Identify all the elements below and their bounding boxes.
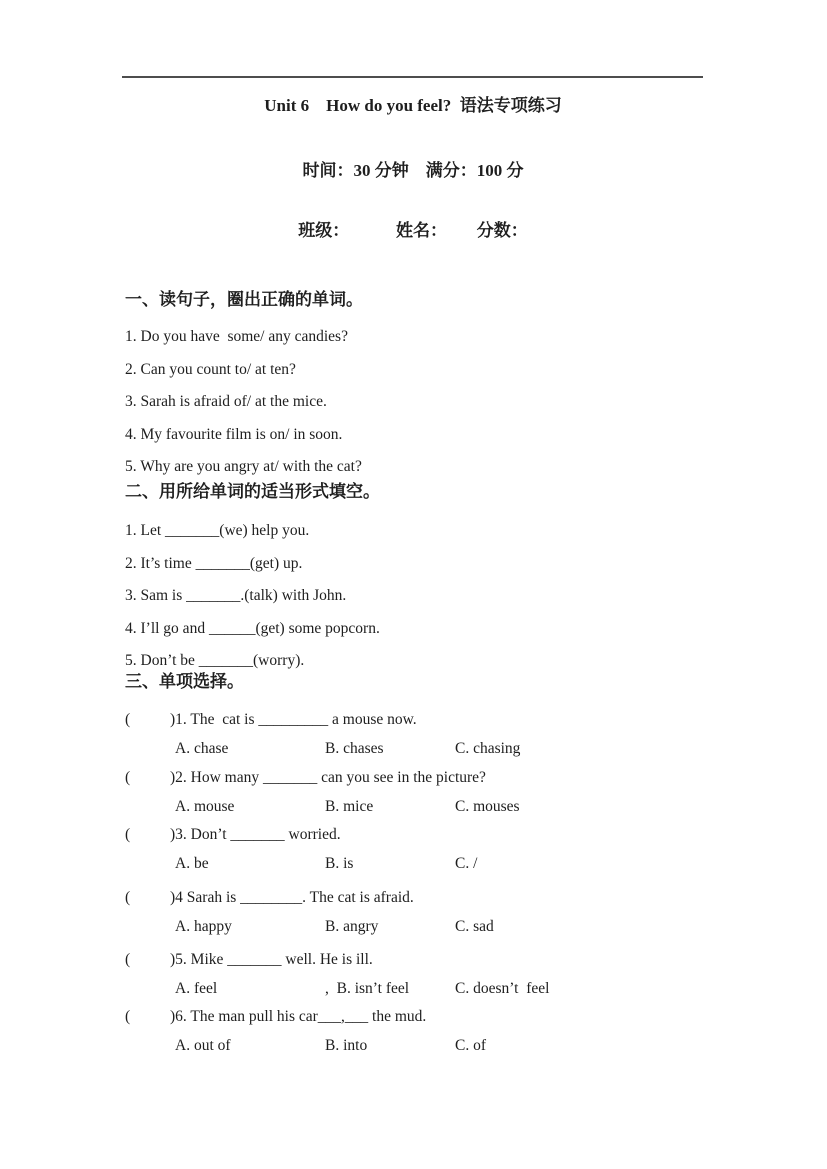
- option-b: B. chases: [325, 740, 384, 757]
- option-c: C. /: [455, 855, 478, 872]
- question-stem: )3. Don’t _______ worried.: [170, 826, 341, 843]
- option-a: A. feel: [175, 980, 218, 997]
- mcq-question: [125, 1007, 705, 1065]
- option-b: B. is: [325, 855, 354, 872]
- option-b: B. into: [325, 1037, 368, 1054]
- worksheet-title: Unit 6 How do you feel? 语法专项练习: [264, 96, 562, 115]
- question-stem: )1. The cat is _________ a mouse now.: [170, 711, 417, 728]
- answer-bracket: (: [125, 889, 131, 906]
- mcq-question: [125, 710, 705, 768]
- option-c: C. chasing: [455, 740, 521, 757]
- option-c: C. sad: [455, 918, 494, 935]
- section2-item: 2. It’s time _______(get) up.: [125, 554, 303, 572]
- option-c: C. of: [455, 1037, 486, 1054]
- option-b: , B. isn’t feel: [325, 980, 410, 997]
- section1-item: 5. Why are you angry at/ with the cat?: [125, 458, 362, 475]
- section1-items: [125, 327, 705, 490]
- option-b: B. mice: [325, 798, 374, 815]
- mcq-question: [125, 888, 705, 946]
- section1-heading: 一、读句子，圈出正确的单词。: [125, 290, 363, 309]
- question-stem: )2. How many _______ can you see in the picture?: [170, 769, 486, 786]
- option-b: B. angry: [325, 918, 379, 935]
- section1-item: 3. Sarah is afraid of/ at the mice.: [125, 393, 327, 410]
- class-name-score-line: 班级： 姓名： 分数：: [298, 221, 528, 240]
- section2-item: 1. Let _______(we) help you.: [125, 522, 310, 539]
- question-stem: )4 Sarah is ________. The cat is afraid.: [170, 889, 414, 906]
- question-stem: )6. The man pull his car___,___ the mud.: [170, 1008, 427, 1025]
- option-a: A. mouse: [175, 798, 235, 815]
- header-rule: [122, 76, 703, 78]
- section3-heading: 三、单项选择。: [125, 672, 244, 691]
- option-a: A. out of: [175, 1037, 231, 1054]
- option-a: A. chase: [175, 740, 229, 757]
- answer-bracket: (: [125, 951, 131, 968]
- answer-bracket: (: [125, 1008, 131, 1025]
- option-a: A. happy: [175, 918, 232, 935]
- mcq-question: [125, 825, 705, 883]
- section2-item: 3. Sam is _______.(talk) with John.: [125, 587, 347, 604]
- answer-bracket: (: [125, 826, 131, 843]
- section2-heading: 二、用所给单词的适当形式填空。: [125, 482, 380, 501]
- option-a: A. be: [175, 855, 209, 872]
- section1-item: 2. Can you count to/ at ten?: [125, 360, 296, 378]
- time-score-line: 时间：30 分钟 满分：100 分: [302, 161, 524, 180]
- option-c: C. mouses: [455, 798, 520, 815]
- mcq-question: [125, 950, 705, 1008]
- mcq-question: [125, 768, 705, 826]
- question-stem: )5. Mike _______ well. He is ill.: [170, 951, 373, 968]
- option-c: C. doesn’t feel: [455, 980, 550, 997]
- answer-bracket: (: [125, 769, 131, 786]
- section1-item: 1. Do you have some/ any candies?: [125, 328, 348, 345]
- section2-item: 4. I’ll go and ______(get) some popcorn.: [125, 619, 380, 637]
- section2-item: 5. Don’t be _______(worry).: [125, 652, 305, 669]
- section2-items: [125, 521, 705, 684]
- answer-bracket: (: [125, 711, 131, 728]
- section1-item: 4. My favourite film is on/ in soon.: [125, 425, 343, 443]
